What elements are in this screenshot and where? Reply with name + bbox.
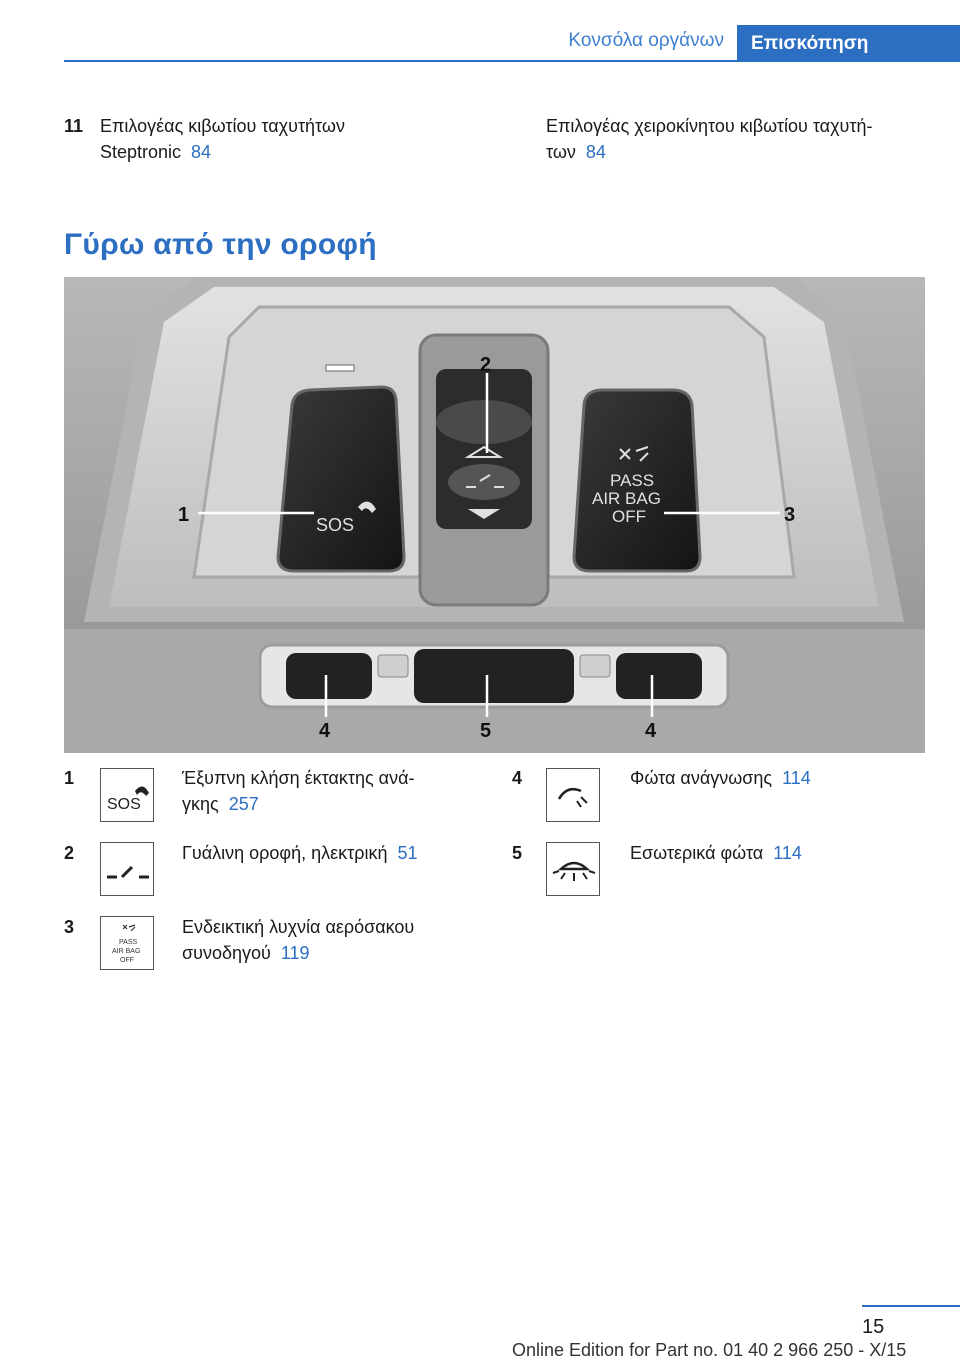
- callout-4: 4: [319, 720, 331, 742]
- sos-call-icon: [100, 768, 154, 822]
- svg-text:PASS: PASS: [119, 939, 138, 946]
- legend-text: Εσωτερικά φώτα 114: [630, 843, 802, 863]
- page-ref-link[interactable]: 84: [585, 142, 606, 162]
- legend-number: 4: [512, 768, 523, 788]
- svg-text:SOS: SOS: [107, 796, 141, 813]
- legend-text: Γυάλινη οροφή, ηλεκτρική 51: [182, 843, 418, 863]
- airbag-pass-label: PASS: [610, 471, 655, 490]
- sunroof-icon: [100, 842, 154, 896]
- legend-number: 5: [512, 843, 523, 863]
- reading-light-icon: [546, 768, 600, 822]
- legend-number: 3: [64, 917, 75, 937]
- page-number: 15: [862, 1316, 885, 1338]
- legend-text: Φώτα ανάγνωσης 114: [630, 768, 811, 788]
- page-ref-link[interactable]: 114: [773, 843, 802, 863]
- header-tab: Επισκόπηση: [737, 25, 960, 62]
- item-text: Επιλογέας κιβωτίου ταχυτήτων Steptronic 84: [100, 116, 345, 162]
- svg-text:AIR BAG: AIR BAG: [112, 948, 141, 955]
- airbag-off-label: OFF: [612, 507, 646, 526]
- item-text: Επιλογέας χειροκίνητου κιβωτίου ταχυτή- των 84: [546, 116, 873, 162]
- edition-note: Online Edition for Part no. 01 40 2 966 250 - X/15: [512, 1340, 907, 1360]
- page-title: Γύρω από την οροφή: [64, 228, 377, 261]
- callout-2: 2: [480, 354, 492, 376]
- item-number: 11: [64, 116, 84, 136]
- callout-4: 4: [645, 720, 657, 742]
- header-section-title: Κονσόλα οργάνων: [568, 30, 724, 51]
- page-ref-link[interactable]: 257: [228, 794, 259, 814]
- sos-label: SOS: [316, 515, 355, 535]
- page-ref-link[interactable]: 84: [191, 142, 212, 162]
- airbag-indicator-icon: [100, 916, 154, 970]
- footer-rule: [862, 1305, 960, 1307]
- airbag-airbag-label: AIR BAG: [592, 489, 661, 508]
- roof-console-photo: [64, 277, 925, 753]
- callout-3: 3: [784, 504, 796, 526]
- legend-text: Ενδεικτική λυχνία αερόσακου συνοδηγού 119: [182, 917, 415, 963]
- legend-text: Έξυπνη κλήση έκτακτης ανά- γκης 257: [182, 768, 415, 814]
- legend-number: 2: [64, 843, 75, 863]
- svg-text:OFF: OFF: [120, 957, 134, 964]
- page-ref-link[interactable]: 114: [782, 768, 811, 788]
- page-ref-link[interactable]: 51: [397, 843, 418, 863]
- interior-light-icon: [546, 842, 600, 896]
- legend-number: 1: [64, 768, 75, 788]
- callout-1: 1: [178, 504, 190, 526]
- page-ref-link[interactable]: 119: [280, 943, 310, 963]
- callout-5: 5: [480, 720, 492, 742]
